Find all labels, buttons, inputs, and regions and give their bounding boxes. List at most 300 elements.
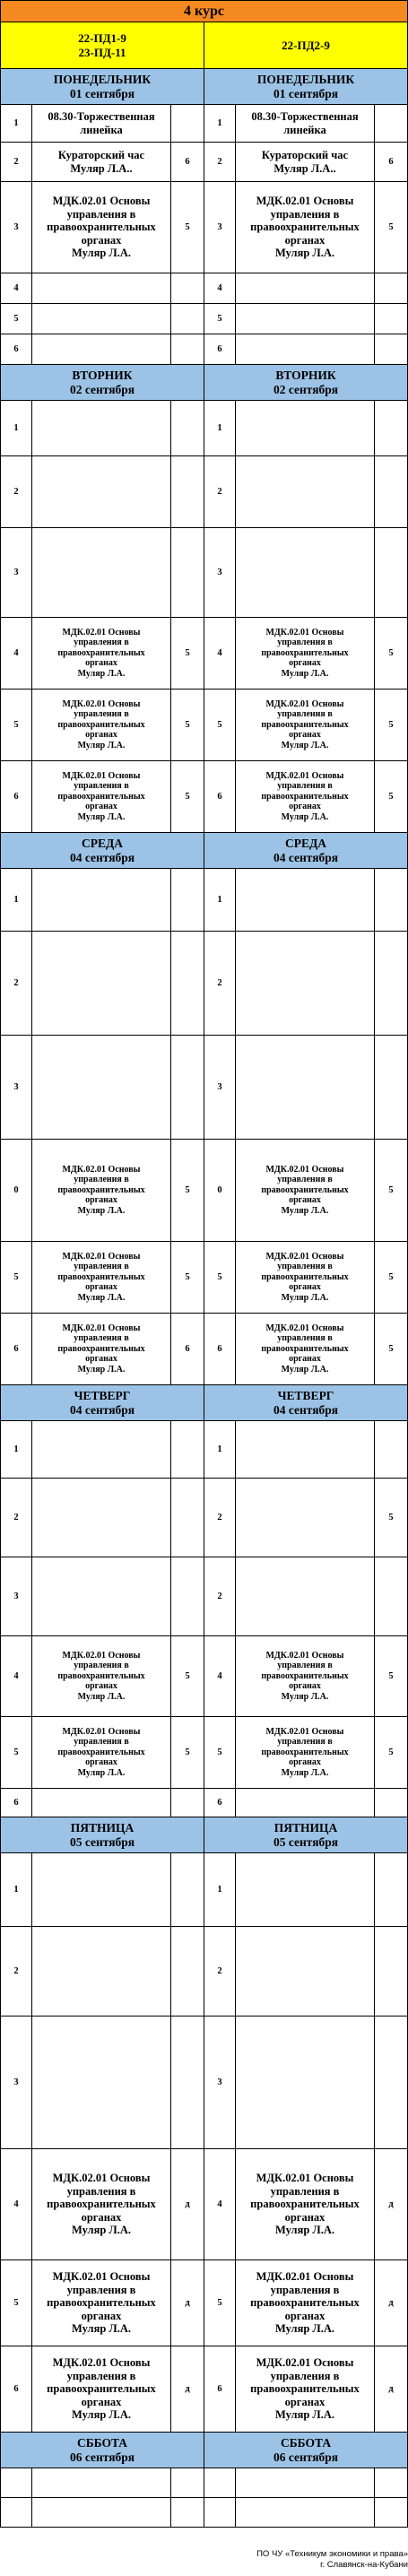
subject-line: Муляр Л.А.: [77, 740, 126, 750]
lesson-room: [375, 456, 408, 528]
subject-line: органах: [289, 658, 321, 669]
lesson-subject: [236, 1242, 375, 1314]
lesson-room: 5: [171, 690, 204, 761]
lesson-subject: [236, 2017, 375, 2149]
subject-line: правоохранительных: [57, 719, 145, 730]
lesson-subject: [32, 1636, 171, 1717]
subject-line: правоохранительных: [261, 1271, 349, 1282]
subject-line: МДК.02.01 Основы: [62, 627, 141, 637]
lesson-room: [171, 105, 204, 143]
subject-line: органах: [289, 1681, 321, 1692]
subject-line: Муляр Л.А.: [274, 2322, 334, 2336]
lesson-room: 5: [375, 1242, 408, 1314]
lesson-room: [171, 2498, 204, 2528]
day-header-row: [1, 1385, 408, 1421]
lesson-subject: [236, 1036, 375, 1140]
lesson-row: [1, 1479, 408, 1557]
subject-line: управления в: [66, 2369, 136, 2382]
subject-line: органах: [85, 802, 117, 812]
lesson-room: [375, 1853, 408, 1927]
lesson-subject: [32, 456, 171, 528]
subject-line: МДК.02.01 Основы: [52, 2172, 151, 2185]
day-header: [1, 365, 204, 401]
lesson-row: [1, 1789, 408, 1817]
lesson-subject: [32, 1421, 171, 1479]
lesson-number: 6: [1, 2346, 32, 2433]
lesson-row: [1, 456, 408, 528]
lesson-subject: [236, 2260, 375, 2346]
lesson-room: [171, 304, 204, 334]
subject-line: правоохранительных: [47, 2382, 156, 2396]
lesson-subject: [32, 1557, 171, 1636]
group-header-left: [1, 22, 204, 69]
subject-line: МДК.02.01 Основы: [265, 1650, 344, 1661]
day-header: [1, 833, 204, 869]
lesson-room: [375, 273, 408, 304]
lesson-number: 4: [204, 618, 236, 690]
lesson-number: 3: [204, 528, 236, 618]
lesson-number: 5: [1, 2260, 32, 2346]
lesson-room: [375, 401, 408, 456]
subject-line: правоохранительных: [47, 2198, 156, 2211]
lesson-subject: [236, 1421, 375, 1479]
lesson-number: 2: [204, 1479, 236, 1557]
lesson-row: [1, 334, 408, 365]
subject-line: МДК.02.01 Основы: [62, 1323, 141, 1333]
subject-line: управления в: [74, 637, 129, 648]
subject-line: органах: [289, 1757, 321, 1768]
lesson-room: 5: [375, 1717, 408, 1789]
subject-line: Муляр Л.А.: [71, 2322, 131, 2336]
subject-line: правоохранительных: [250, 221, 360, 234]
lesson-number: 3: [204, 2017, 236, 2149]
subject-line: правоохранительных: [47, 2296, 156, 2310]
lesson-row: [1, 273, 408, 304]
lesson-subject: [236, 182, 375, 273]
lesson-room: [375, 2468, 408, 2498]
subject-line: управления в: [74, 1175, 129, 1185]
subject-line: МДК.02.01 Основы: [256, 2172, 354, 2185]
lesson-room: [375, 1557, 408, 1636]
subject-line: Муляр Л.А.: [281, 811, 329, 822]
subject-line: Муляр Л.А.: [281, 668, 329, 679]
subject-line: управления в: [277, 1175, 333, 1185]
subject-line: органах: [85, 1681, 117, 1692]
subject-line: Муляр Л.А.: [281, 1292, 329, 1303]
lesson-number: 6: [1, 334, 32, 365]
lesson-number: 2: [1, 1479, 32, 1557]
subject-line: управления в: [277, 637, 333, 648]
footer-city: г. Славянск-на-Кубани: [320, 2560, 408, 2570]
lesson-subject: [32, 2149, 171, 2260]
lesson-number: 1: [204, 1421, 236, 1479]
lesson-number: 0: [1, 1140, 32, 1242]
subject-line: правоохранительных: [261, 719, 349, 730]
lesson-room: д: [171, 2260, 204, 2346]
subject-line: управления в: [277, 1737, 333, 1748]
subject-line: управления в: [66, 2283, 136, 2296]
subject-line: органах: [289, 1195, 321, 1206]
lesson-subject: [32, 182, 171, 273]
lesson-number: 1: [1, 401, 32, 456]
day-date: 02 сентября: [69, 382, 135, 396]
lesson-room: 5: [375, 1479, 408, 1557]
subject-line: МДК.02.01 Основы: [256, 2356, 354, 2370]
lesson-row: [1, 1557, 408, 1636]
subject-line: органах: [289, 1354, 321, 1365]
lesson-room: [171, 456, 204, 528]
lesson-number: 1: [1, 1853, 32, 1927]
lesson-row: [1, 143, 408, 182]
lesson-room: д: [375, 2260, 408, 2346]
subject-line: органах: [284, 2210, 326, 2224]
subject-line: линейка: [283, 123, 326, 136]
lesson-subject: [236, 304, 375, 334]
lesson-room: 5: [375, 618, 408, 690]
lesson-number: 4: [204, 1636, 236, 1717]
day-name: СРЕДА: [285, 836, 327, 850]
lesson-row: [1, 2346, 408, 2433]
lesson-subject: [236, 528, 375, 618]
subject-line: Муляр Л.А.: [71, 2408, 131, 2422]
subject-line: правоохранительных: [57, 1747, 145, 1757]
subject-line: Муляр Л.А.: [77, 1364, 126, 1375]
lesson-number: 6: [204, 1314, 236, 1385]
subject-line: Муляр Л.А.: [77, 668, 126, 679]
subject-line: МДК.02.01 Основы: [52, 195, 151, 208]
lesson-room: [171, 1853, 204, 1927]
lesson-room: 5: [375, 182, 408, 273]
lesson-row: [1, 761, 408, 833]
day-name: ВТОРНИК: [275, 368, 336, 382]
lesson-row: [1, 1242, 408, 1314]
subject-line: Кураторский час: [57, 149, 145, 161]
subject-line: управления в: [277, 1262, 333, 1272]
lesson-subject: [32, 1314, 171, 1385]
course-title: 4 курс: [1, 1, 408, 22]
day-header: [204, 2433, 408, 2468]
lesson-number: [204, 2468, 236, 2498]
groups-row: [1, 22, 408, 69]
lesson-room: д: [375, 2149, 408, 2260]
lesson-subject: [236, 143, 375, 182]
lesson-row: [1, 618, 408, 690]
subject-line: органах: [81, 2395, 122, 2408]
lesson-number: 4: [1, 1636, 32, 1717]
lesson-room: 5: [171, 182, 204, 273]
lesson-room: [375, 528, 408, 618]
subject-line: правоохранительных: [261, 1184, 349, 1195]
subject-line: МДК.02.01 Основы: [256, 2270, 354, 2284]
subject-line: управления в: [74, 1333, 129, 1344]
lesson-number: 2: [204, 456, 236, 528]
subject-line: управления в: [270, 2283, 340, 2296]
lesson-subject: [236, 401, 375, 456]
subject-line: МДК.02.01 Основы: [52, 2270, 151, 2284]
lesson-room: 6: [171, 143, 204, 182]
subject-line: органах: [284, 2309, 326, 2322]
subject-line: Муляр Л.А.: [281, 1364, 329, 1375]
day-name: СББОТА: [280, 2435, 332, 2450]
subject-line: органах: [85, 730, 117, 741]
lesson-subject: [236, 2346, 375, 2433]
lesson-subject: [236, 1314, 375, 1385]
lesson-subject: [32, 2260, 171, 2346]
lesson-number: 2: [204, 1557, 236, 1636]
lesson-subject: [236, 1853, 375, 1927]
subject-line: правоохранительных: [47, 221, 156, 234]
lesson-number: 4: [204, 2149, 236, 2260]
lesson-room: д: [375, 2346, 408, 2433]
subject-line: управления в: [66, 2184, 136, 2198]
lesson-number: 3: [1, 1036, 32, 1140]
day-header-row: [1, 1817, 408, 1853]
lesson-subject: [32, 1717, 171, 1789]
day-date: 05 сентября: [69, 1834, 135, 1849]
lesson-subject: [236, 1140, 375, 1242]
lesson-subject: [236, 2468, 375, 2498]
lesson-room: [171, 1036, 204, 1140]
day-header: [1, 1817, 204, 1853]
subject-line: управления в: [277, 1661, 333, 1671]
day-date: 06 сентября: [69, 2450, 135, 2464]
lesson-subject: [32, 761, 171, 833]
subject-line: правоохранительных: [57, 647, 145, 658]
lesson-number: 4: [204, 273, 236, 304]
lesson-room: 5: [171, 618, 204, 690]
lesson-room: [375, 1789, 408, 1817]
lesson-room: [375, 2498, 408, 2528]
lesson-number: 3: [204, 182, 236, 273]
lesson-number: 3: [1, 2017, 32, 2149]
day-name: ПЯТНИЦА: [70, 1820, 135, 1834]
subject-line: органах: [85, 1282, 117, 1293]
lesson-subject: [236, 334, 375, 365]
subject-line: органах: [81, 233, 122, 247]
lesson-row: [1, 869, 408, 932]
lesson-room: д: [171, 2346, 204, 2433]
lesson-room: [375, 2017, 408, 2149]
day-header: [1, 2433, 204, 2468]
subject-line: МДК.02.01 Основы: [265, 770, 344, 781]
subject-line: органах: [85, 1354, 117, 1365]
lesson-subject: [32, 1036, 171, 1140]
lesson-subject: [236, 273, 375, 304]
lesson-subject: [236, 456, 375, 528]
lesson-row: [1, 1421, 408, 1479]
subject-line: органах: [85, 1757, 117, 1768]
lesson-subject: [32, 1927, 171, 2017]
lesson-subject: [32, 2346, 171, 2433]
lesson-number: 3: [1, 528, 32, 618]
lesson-subject: [32, 1140, 171, 1242]
lesson-row: [1, 1036, 408, 1140]
day-header: [204, 69, 408, 105]
subject-line: правоохранительных: [261, 1747, 349, 1757]
lesson-number: 4: [1, 273, 32, 304]
day-date: 04 сентября: [69, 1402, 135, 1417]
lesson-number: 6: [1, 1314, 32, 1385]
lesson-subject: [32, 618, 171, 690]
lesson-room: 5: [375, 690, 408, 761]
subject-line: правоохранительных: [57, 1670, 145, 1681]
lesson-room: [375, 869, 408, 932]
subject-line: управления в: [74, 709, 129, 720]
lesson-number: 1: [1, 105, 32, 143]
lesson-number: 1: [1, 869, 32, 932]
lesson-room: [375, 334, 408, 365]
lesson-row: [1, 932, 408, 1036]
lesson-subject: [236, 761, 375, 833]
lesson-number: 6: [204, 334, 236, 365]
subject-line: управления в: [277, 709, 333, 720]
lesson-number: 0: [204, 1140, 236, 1242]
lesson-room: [375, 304, 408, 334]
lesson-number: [1, 2498, 32, 2528]
lesson-subject: [236, 869, 375, 932]
day-name: ПОНЕДЕЛЬНИК: [256, 72, 355, 86]
subject-line: органах: [85, 1195, 117, 1206]
lesson-subject: [32, 2498, 171, 2528]
lesson-subject: [236, 2498, 375, 2528]
lesson-row: [1, 1314, 408, 1385]
group-line: 23-ПД-11: [78, 45, 126, 59]
day-date: 04 сентября: [273, 1402, 339, 1417]
day-name: ЧЕТВЕРГ: [74, 1388, 131, 1402]
day-header: [1, 1385, 204, 1421]
lesson-subject: [32, 869, 171, 932]
lesson-number: 5: [204, 2260, 236, 2346]
lesson-room: [375, 932, 408, 1036]
lesson-number: 2: [204, 143, 236, 182]
day-header: [1, 69, 204, 105]
lesson-number: 2: [1, 932, 32, 1036]
lesson-room: [171, 1557, 204, 1636]
subject-line: органах: [81, 2309, 122, 2322]
subject-line: органах: [289, 802, 321, 812]
lesson-subject: [32, 1789, 171, 1817]
subject-line: МДК.02.01 Основы: [62, 1650, 141, 1661]
subject-line: МДК.02.01 Основы: [265, 1323, 344, 1333]
footer-org: ПО ЧУ «Техникум экономики и права»: [256, 2549, 408, 2559]
lesson-row: [1, 1636, 408, 1717]
lesson-subject: [32, 528, 171, 618]
lesson-subject: [236, 932, 375, 1036]
lesson-subject: [236, 1927, 375, 2017]
lesson-number: 1: [204, 401, 236, 456]
subject-line: Муляр Л.А.: [77, 1691, 126, 1702]
subject-line: органах: [85, 658, 117, 669]
lesson-number: 2: [204, 932, 236, 1036]
lesson-subject: [32, 2017, 171, 2149]
day-header-row: [1, 69, 408, 105]
subject-line: правоохранительных: [261, 1343, 349, 1354]
lesson-room: 5: [375, 1314, 408, 1385]
day-date: 02 сентября: [273, 382, 339, 396]
subject-line: управления в: [74, 1262, 129, 1272]
lesson-number: 3: [1, 1557, 32, 1636]
lesson-number: 4: [1, 618, 32, 690]
lesson-subject: [32, 304, 171, 334]
subject-line: правоохранительных: [57, 1271, 145, 1282]
lesson-subject: [236, 1557, 375, 1636]
lesson-number: 6: [1, 1789, 32, 1817]
subject-line: МДК.02.01 Основы: [265, 1164, 344, 1175]
subject-line: Муляр Л.А.: [281, 1691, 329, 1702]
lesson-subject: [32, 1242, 171, 1314]
lesson-subject: [32, 105, 171, 143]
subject-line: МДК.02.01 Основы: [265, 627, 344, 637]
lesson-number: [204, 2498, 236, 2528]
lesson-number: 6: [204, 761, 236, 833]
subject-line: МДК.02.01 Основы: [265, 1726, 344, 1737]
lesson-room: [171, 869, 204, 932]
lesson-room: [171, 1927, 204, 2017]
subject-line: управления в: [277, 781, 333, 792]
lesson-room: [171, 1479, 204, 1557]
subject-line: правоохранительных: [250, 2382, 360, 2396]
lesson-subject: [236, 1636, 375, 1717]
lesson-row: [1, 2017, 408, 2149]
lesson-number: 6: [204, 2346, 236, 2433]
day-header: [204, 365, 408, 401]
lesson-number: 5: [204, 304, 236, 334]
subject-line: Муляр Л.А.: [77, 811, 126, 822]
lesson-row: [1, 182, 408, 273]
lesson-number: 5: [1, 1717, 32, 1789]
subject-line: МДК.02.01 Основы: [62, 698, 141, 709]
day-name: СРЕДА: [81, 836, 124, 850]
subject-line: МДК.02.01 Основы: [62, 770, 141, 781]
subject-line: управления в: [74, 781, 129, 792]
lesson-number: 6: [1, 761, 32, 833]
lesson-room: [171, 932, 204, 1036]
subject-line: правоохранительных: [261, 647, 349, 658]
subject-line: Муляр Л.А.: [71, 247, 131, 260]
subject-line: правоохранительных: [250, 2198, 360, 2211]
title-row: [1, 1, 408, 22]
lesson-subject: [236, 690, 375, 761]
subject-line: 08.30-Торжественная: [48, 110, 155, 123]
lesson-room: 6: [375, 143, 408, 182]
lesson-row: [1, 1717, 408, 1789]
subject-line: Муляр Л.А..: [70, 161, 133, 175]
lesson-room: [171, 334, 204, 365]
lesson-room: 5: [171, 1242, 204, 1314]
subject-line: МДК.02.01 Основы: [256, 195, 354, 208]
subject-line: 08.30-Торжественная: [251, 110, 359, 123]
lesson-number: 5: [204, 690, 236, 761]
lesson-number: 1: [204, 105, 236, 143]
subject-line: правоохранительных: [250, 2296, 360, 2310]
day-header-row: [1, 2433, 408, 2468]
lesson-room: [171, 1789, 204, 1817]
subject-line: органах: [289, 1282, 321, 1293]
lesson-number: 2: [1, 143, 32, 182]
subject-line: МДК.02.01 Основы: [265, 698, 344, 709]
lesson-row: [1, 1140, 408, 1242]
lesson-row: [1, 690, 408, 761]
lesson-subject: [32, 1479, 171, 1557]
lesson-row: [1, 2260, 408, 2346]
lesson-number: 2: [1, 1927, 32, 2017]
subject-line: Муляр Л.А.: [281, 740, 329, 750]
subject-line: линейка: [80, 123, 123, 136]
lesson-room: 5: [171, 1717, 204, 1789]
day-date: 01 сентября: [273, 86, 339, 100]
day-name: ПОНЕДЕЛЬНИК: [53, 72, 152, 86]
subject-line: Кураторский час: [261, 149, 349, 161]
